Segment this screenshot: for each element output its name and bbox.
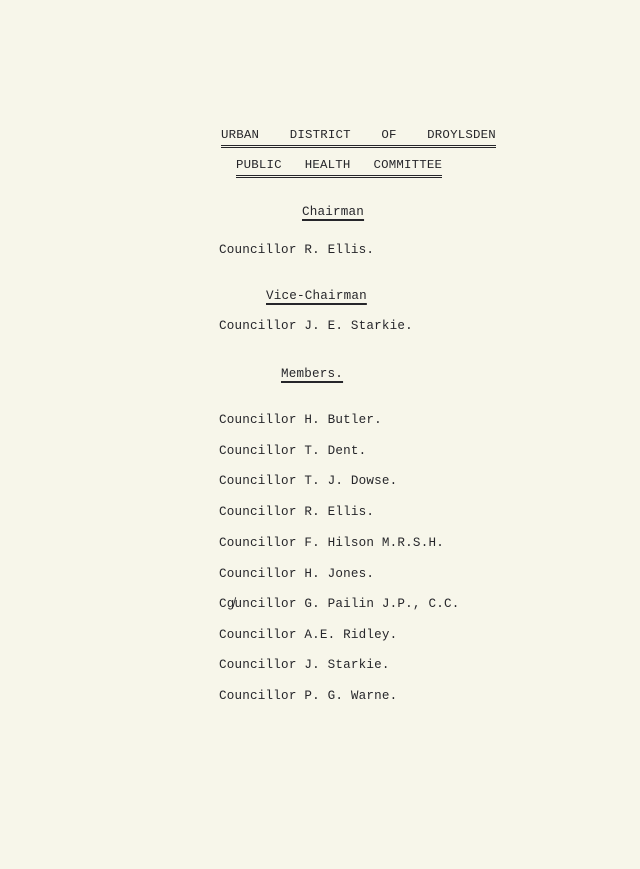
- member-item: Councillor A.E. Ridley.: [219, 628, 398, 642]
- member-item: Councillor H. Jones.: [219, 567, 375, 581]
- chairman-label: Chairman: [302, 205, 365, 219]
- district-title: URBAN DISTRICT OF DROYLSDEN: [221, 127, 496, 148]
- member-item: Councillor P. G. Warne.: [219, 689, 398, 703]
- member-item: Councillor R. Ellis.: [219, 505, 375, 519]
- member-item: Councillor T. J. Dowse.: [219, 474, 398, 488]
- vice-chairman-label: Vice-Chairman: [266, 289, 367, 303]
- vice-chairman-name: Councillor J. E. Starkie.: [219, 319, 413, 333]
- member-item: Councillor H. Butler.: [219, 413, 382, 427]
- committee-title: PUBLIC HEALTH COMMITTEE: [236, 157, 442, 178]
- member-item: Councillor J. Starkie.: [219, 658, 390, 672]
- members-label: Members.: [281, 367, 344, 381]
- chairman-name: Councillor R. Ellis.: [219, 243, 375, 257]
- member-item: Councillor T. Dent.: [219, 444, 367, 458]
- member-item: Cg̸uncillor G. Pailin J.P., C.C.: [219, 597, 460, 611]
- member-item: Councillor F. Hilson M.R.S.H.: [219, 536, 444, 550]
